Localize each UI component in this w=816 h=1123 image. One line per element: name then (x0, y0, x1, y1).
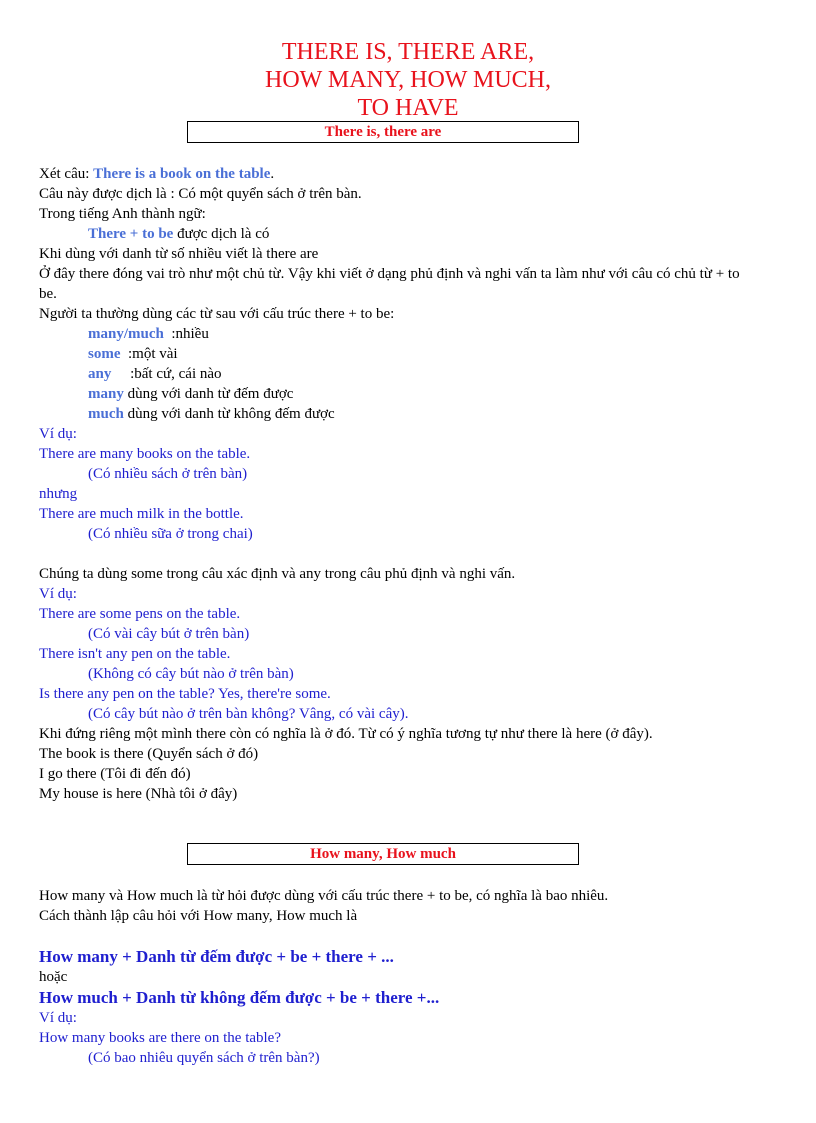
formula-how-much: How much + Danh từ không đếm được + be + there +... (39, 988, 440, 1007)
paragraph-line: Khi dùng với danh từ số nhiều viết là there are (39, 246, 319, 262)
paragraph-line: Cách thành lập câu hỏi với How many, How much là (39, 908, 358, 924)
word-key: much (88, 406, 124, 422)
word-meaning: dùng với danh từ không đếm được (123, 406, 335, 422)
example-sentence: There are many books on the table. (39, 446, 251, 462)
spacer (39, 926, 759, 946)
example-translation: (Có vài cây bút ở trên bàn) (88, 626, 250, 642)
section-heading-there-is: There is, there are (187, 121, 579, 143)
paragraph-line (39, 164, 759, 184)
paragraph-line: Câu này được dịch là : Có một quyển sách ở trên bàn. (39, 186, 362, 202)
example-sentence: There are some pens on the table. (39, 606, 241, 622)
example-sentence: There is a book on the table (93, 166, 271, 182)
example-translation: (Có nhiều sách ở trên bàn) (88, 466, 248, 482)
section-body-how-many (39, 886, 759, 1068)
example-translation: (Không có cây bút nào ở trên bàn) (88, 666, 294, 682)
keyword: There + to be (88, 226, 174, 242)
example-translation: (Có bao nhiêu quyển sách ở trên bàn?) (88, 1050, 320, 1066)
example-sentence: There isn't any pen on the table. (39, 646, 231, 662)
paragraph-line: Chúng ta dùng some trong câu xác định và any trong câu phủ định và nghi vấn. (39, 566, 516, 582)
word-key: some (88, 346, 121, 362)
document-title (0, 38, 816, 122)
example-label: Ví dụ: (39, 586, 77, 602)
paragraph-line: hoặc (39, 969, 68, 985)
text: được dịch là có (173, 226, 270, 242)
title-line-1: THERE IS, THERE ARE, (281, 39, 535, 65)
example-sentence: How many books are there on the table? (39, 1030, 281, 1046)
text: . (270, 166, 275, 182)
paragraph-line (39, 224, 759, 244)
paragraph-line: How many và How much là từ hỏi được dùng với cấu trúc there + to be, có nghĩa là bao nhiêu. (39, 888, 609, 904)
word-key: many (88, 386, 124, 402)
text: Xét câu: (39, 166, 94, 182)
word-meaning: dùng với danh từ đếm được (123, 386, 294, 402)
paragraph-line: The book is there (Quyển sách ở đó) (39, 746, 259, 762)
formula-how-many: How many + Danh từ đếm được + be + there + ... (39, 947, 394, 966)
example-label: Ví dụ: (39, 426, 77, 442)
paragraph-line: Ở đây there đóng vai trò như một chủ từ. Vậy khi viết ở dạng phủ định và nghi vấn ta làm như với câu có chủ từ + to be. (39, 266, 740, 302)
section-heading-how-many: How many, How much (187, 843, 579, 865)
example-connector: nhưng (39, 486, 78, 502)
paragraph-line: Trong tiếng Anh thành ngữ: (39, 206, 206, 222)
paragraph-line: I go there (Tôi đi đến đó) (39, 766, 191, 782)
word-item (39, 384, 759, 404)
paragraph-line: Khi đứng riêng một mình there còn có nghĩa là ở đó. Từ có ý nghĩa tương tự như there là here (ở đây). (39, 726, 653, 742)
word-item (39, 404, 759, 424)
word-key: many/much (88, 326, 164, 342)
section-body-there-is (39, 164, 759, 804)
title-line-2: HOW MANY, HOW MUCH, (264, 67, 552, 93)
example-translation: (Có cây bút nào ở trên bàn không? Vâng, có vài cây). (88, 706, 409, 722)
title-line-3: TO HAVE (357, 95, 459, 121)
word-meaning: :bất cứ, cái nào (111, 366, 222, 382)
word-meaning: :một vài (120, 346, 178, 362)
word-meaning: :nhiều (163, 326, 209, 342)
spacer (39, 544, 759, 564)
example-translation: (Có nhiều sữa ở trong chai) (88, 526, 253, 542)
word-item (39, 364, 759, 384)
example-sentence: Is there any pen on the table? Yes, there're some. (39, 686, 331, 702)
example-sentence: There are much milk in the bottle. (39, 506, 244, 522)
word-item (39, 324, 759, 344)
paragraph-line: My house is here (Nhà tôi ở đây) (39, 786, 238, 802)
example-label: Ví dụ: (39, 1010, 77, 1026)
paragraph-line: Người ta thường dùng các từ sau với cấu trúc there + to be: (39, 306, 395, 322)
word-key: any (88, 366, 112, 382)
word-item (39, 344, 759, 364)
